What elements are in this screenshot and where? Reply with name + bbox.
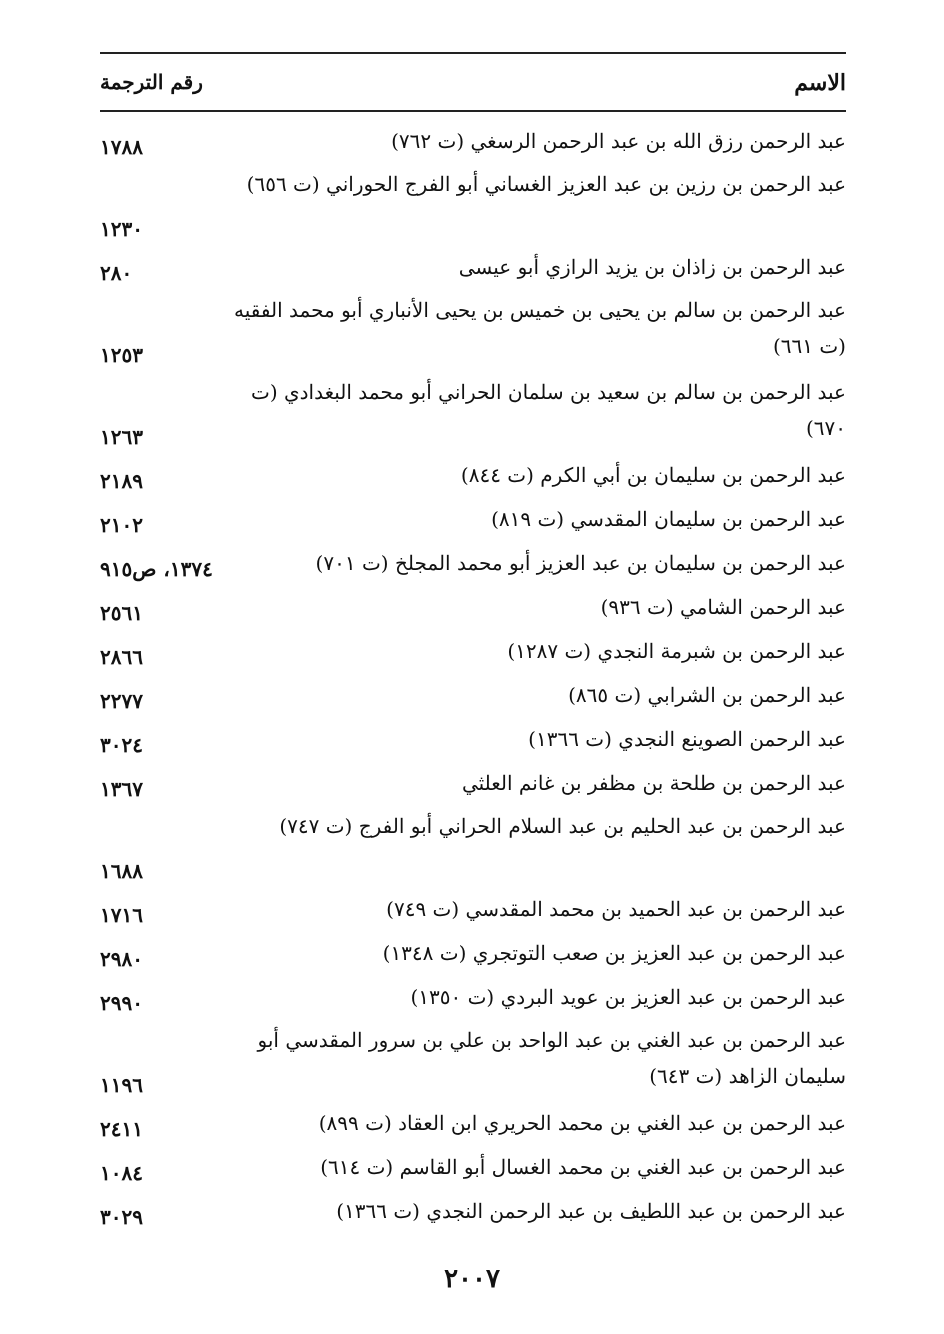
list-item: [100, 720, 846, 764]
entry-number: ٢٢٧٧: [100, 689, 143, 713]
list-item: [100, 292, 846, 374]
entry-number: ٢٩٨٠: [100, 947, 143, 971]
entry-name: عبد الرحمن بن عبد الغني بن محمد الحريري ابن العقاد (ت ٨٩٩): [318, 1111, 846, 1135]
list-item: [100, 544, 846, 588]
list-item: [100, 1022, 846, 1104]
entry-number: ١٣٧٤، ص٩١٥: [100, 557, 213, 581]
entry-name: عبد الرحمن بن طلحة بن مظفر بن غانم العلثي: [461, 771, 846, 795]
entry-name: عبد الرحمن بن زاذان بن يزيد الرازي أبو عيسى: [458, 255, 846, 279]
entry-name: عبد الرحمن بن عبد اللطيف بن عبد الرحمن النجدي (ت ١٣٦٦): [336, 1199, 846, 1223]
column-header-number: رقم الترجمة: [100, 70, 203, 94]
list-item: [100, 978, 846, 1022]
entry-name: عبد الرحمن بن عبد الغني بن محمد الغسال أبو القاسم (ت ٦١٤): [320, 1155, 846, 1179]
entry-number: ٢١٨٩: [100, 469, 143, 493]
entry-number: ١٢٦٣: [100, 425, 143, 449]
list-item: [100, 248, 846, 292]
list-item: [100, 166, 846, 248]
entry-number: ١٠٨٤: [100, 1161, 143, 1185]
entry-number: ٢٤١١: [100, 1117, 143, 1141]
entry-number: ٣٠٢٩: [100, 1205, 143, 1229]
entry-name: عبد الرحمن بن سليمان بن أبي الكرم (ت ٨٤٤): [460, 463, 846, 487]
top-rule: [100, 52, 846, 54]
list-item: [100, 764, 846, 808]
entry-number: ١٣٦٧: [100, 777, 143, 801]
entry-number: ٢٨٦٦: [100, 645, 143, 669]
entry-name: عبد الرحمن الصوينع النجدي (ت ١٣٦٦): [528, 727, 846, 751]
entry-name: عبد الرحمن بن سليمان المقدسي (ت ٨١٩): [491, 507, 846, 531]
entry-name: عبد الرحمن بن سالم بن سعيد بن سلمان الحراني أبو محمد البغدادي (ت ٦٧٠): [251, 380, 846, 440]
list-item: [100, 374, 846, 456]
entry-name: عبد الرحمن بن شبرمة النجدي (ت ١٢٨٧): [507, 639, 846, 663]
list-item: [100, 500, 846, 544]
list-item: [100, 808, 846, 890]
entry-name: عبد الرحمن بن سليمان بن عبد العزيز أبو محمد المجلخ (ت ٧٠١): [315, 551, 846, 575]
table-header: [100, 66, 846, 106]
entry-name: عبد الرحمن بن سالم بن يحيى بن خميس بن يحيى الأنباري أبو محمد الفقيه (ت ٦٦١): [234, 298, 846, 358]
list-item: [100, 676, 846, 720]
entry-name: عبد الرحمن بن عبد الحليم بن عبد السلام الحراني أبو الفرج (ت ٧٤٧): [279, 814, 846, 838]
entry-number: ١٢٥٣: [100, 343, 143, 367]
list-item: [100, 1148, 846, 1192]
entry-name: عبد الرحمن بن الشرابي (ت ٨٦٥): [568, 683, 846, 707]
list-item: [100, 588, 846, 632]
entry-number: ١٧٨٨: [100, 135, 143, 159]
list-item: [100, 934, 846, 978]
header-rule: [100, 110, 846, 112]
entry-number: ٣٠٢٤: [100, 733, 143, 757]
entry-name: عبد الرحمن بن عبد العزيز بن عويد البردي (ت ١٣٥٠): [410, 985, 846, 1009]
entries-list: [100, 122, 846, 1236]
entry-name: عبد الرحمن بن رزين بن عبد العزيز الغساني أبو الفرج الحوراني (ت ٦٥٦): [246, 172, 846, 196]
list-item: [100, 1104, 846, 1148]
list-item: [100, 890, 846, 934]
list-item: [100, 122, 846, 166]
entry-name: عبد الرحمن رزق الله بن عبد الرحمن الرسغي (ت ٧٦٢): [391, 129, 846, 153]
list-item: [100, 456, 846, 500]
column-header-name: الاسم: [794, 70, 846, 96]
list-item: [100, 632, 846, 676]
page-number: ٢٠٠٧: [444, 1264, 500, 1294]
entry-number: ١٢٣٠: [100, 217, 143, 241]
entry-number: ١٦٨٨: [100, 859, 143, 883]
entry-number: ١١٩٦: [100, 1073, 143, 1097]
entry-number: ٢١٠٢: [100, 513, 143, 537]
entry-name: عبد الرحمن بن عبد الحميد بن محمد المقدسي (ت ٧٤٩): [386, 897, 846, 921]
entry-name: عبد الرحمن بن عبد العزيز بن صعب التوتجري (ت ١٣٤٨): [382, 941, 846, 965]
entry-name: عبد الرحمن الشامي (ت ٩٣٦): [600, 595, 846, 619]
entry-number: ٢٨٠: [100, 261, 133, 285]
entry-number: ٢٥٦١: [100, 601, 143, 625]
entry-number: ٢٩٩٠: [100, 991, 143, 1015]
list-item: [100, 1192, 846, 1236]
entry-name: عبد الرحمن بن عبد الغني بن عبد الواحد بن علي بن سرور المقدسي أبو سليمان الزاهد (ت ٦٤٣): [257, 1028, 846, 1088]
entry-number: ١٧١٦: [100, 903, 143, 927]
